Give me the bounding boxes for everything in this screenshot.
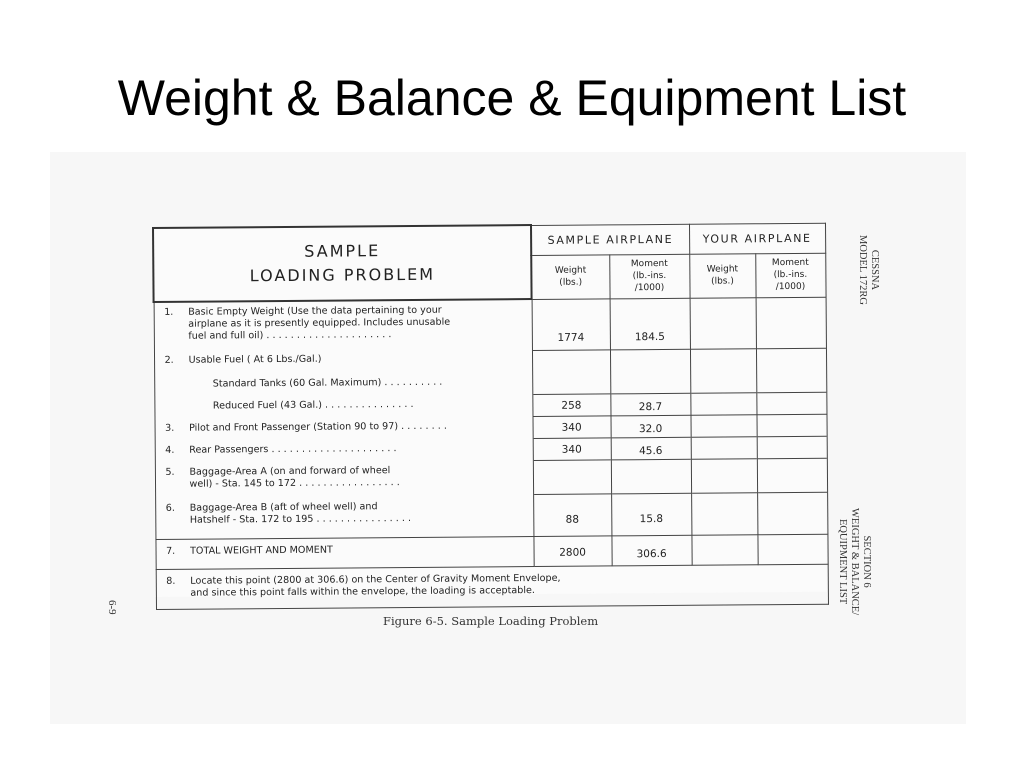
figure-caption: Figure 6-5. Sample Loading Problem (383, 614, 599, 628)
sample-weight-header: Weight (lbs.) (531, 254, 609, 299)
sample-moment-column (610, 298, 692, 536)
side-section-label: SECTION 6 WEIGHT & BALANCE/ EQUIPMENT LIST (837, 508, 872, 616)
total-weight-cell (533, 536, 611, 567)
item-2-reduced-fuel (155, 394, 532, 419)
item-1 (154, 300, 531, 353)
item-text: Reduced Fuel (43 Gal.) . . . . . . . . . . . . . . . (212, 398, 414, 412)
item-number: 4. (165, 444, 175, 456)
note-text: Locate this point (2800 at 306.6) on the Center of Gravity Moment Envelope, and since this point falls within the envelope, the loading is acceptable. (190, 572, 561, 599)
your-weight-header: Weight (lbs.) (689, 253, 755, 298)
your-total-weight-cell (691, 535, 757, 566)
table-title-line1: SAMPLE (304, 241, 381, 261)
loading-problem-table (152, 222, 827, 597)
moment-value: 45.6 (639, 444, 663, 457)
item-number: 2. (164, 354, 174, 366)
item-2-standard-tanks (155, 372, 532, 397)
weight-value: 1774 (557, 331, 585, 344)
moment-value: 32.0 (638, 422, 663, 435)
item-3 (155, 416, 532, 441)
slide-title: Weight & Balance & Equipment List (117, 70, 907, 126)
item-text: Pilot and Front Passenger (Station 90 to 97) . . . . . . . . (189, 420, 447, 434)
item-text: Usable Fuel ( At 6 Lbs./Gal.) (188, 353, 322, 366)
total-weight: 2800 (559, 546, 586, 559)
weight-value: 258 (561, 399, 582, 412)
item-6 (156, 494, 533, 539)
item-number: 6. (165, 502, 175, 514)
your-airplane-header: YOUR AIRPLANE (689, 223, 825, 254)
weight-value: 340 (561, 421, 582, 434)
item-number: 1. (164, 306, 174, 318)
item-2 (154, 350, 531, 375)
total-label: TOTAL WEIGHT AND MOMENT (190, 544, 333, 557)
your-total-moment-cell (757, 534, 827, 565)
item-text: Basic Empty Weight (Use the data pertaining to your airplane as it is presently equipped. Includes unusable fuel and full oil) . . . . . . . . . . . . . . . . . . . . . (188, 304, 451, 342)
moment-value: 15.8 (639, 512, 664, 525)
note-row (156, 564, 828, 609)
your-moment-column (756, 297, 828, 535)
sample-moment-header: Moment (lb.-ins. /1000) (609, 254, 689, 299)
weight-value: 88 (565, 513, 580, 526)
page-number: 6-9 (106, 600, 118, 615)
items-description-column (154, 299, 534, 539)
item-5 (155, 460, 532, 497)
item-4 (155, 438, 532, 463)
item-text: Baggage-Area A (on and forward of wheel well) - Sta. 145 to 172 . . . . . . . . . . . . . . . . . (189, 465, 400, 490)
note-number: 8. (166, 575, 176, 587)
item-text: Standard Tanks (60 Gal. Maximum) . . . . . . . . . . (212, 376, 443, 390)
total-label-cell (155, 537, 533, 570)
your-moment-header: Moment (lb.-ins. /1000) (755, 253, 825, 298)
item-text: Rear Passengers . . . . . . . . . . . . . . . . . . . . . (189, 443, 397, 456)
item-text: Baggage-Area B (aft of wheel well) and Hatshelf - Sta. 172 to 195 . . . . . . . . . . . . . . . . (189, 501, 412, 526)
total-moment: 306.6 (636, 547, 667, 561)
item-number: 3. (165, 422, 175, 434)
total-moment-cell (611, 535, 691, 566)
moment-value: 184.5 (634, 330, 665, 343)
moment-value: 28.7 (638, 400, 663, 413)
weight-value: 340 (561, 443, 582, 456)
item-number: 5. (165, 466, 175, 478)
item-number: 7. (166, 545, 176, 557)
your-weight-column (690, 297, 758, 535)
side-model-label: CESSNA MODEL 172RG (857, 235, 880, 305)
sample-airplane-header: SAMPLE AIRPLANE (531, 224, 689, 255)
table-title-line2: LOADING PROBLEM (249, 264, 436, 286)
sample-weight-column (532, 298, 612, 536)
table-title (153, 225, 532, 302)
